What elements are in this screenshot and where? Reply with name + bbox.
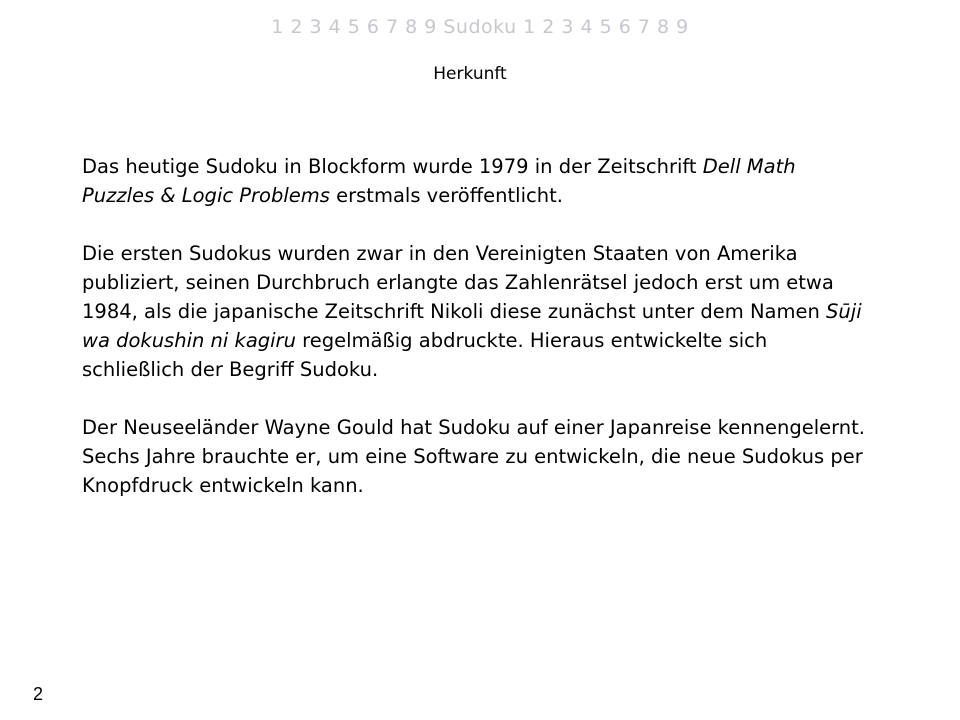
page-title: Herkunft bbox=[433, 64, 507, 84]
paragraph-wayne-gould: Der Neuseeländer Wayne Gould hat Sudoku auf einer Japanreise kennengelernt. Sechs Jahre brauchte er, um eine Software zu entwickeln, die neue Sudokus per Knopfdruck entwickeln kann. bbox=[82, 416, 865, 497]
paragraph-text: Die ersten Sudokus wurden zwar in den Vereinigten Staaten von Amerika publiziert, seinen Durchbruch erlangte das Zahlenrätsel jedoch erst um etwa 1984, als die japanische Zeitschrift Nikoli diese zunächst unter dem Namen bbox=[82, 242, 834, 323]
japanese-name: Sūji wa dokushin ni kagiru bbox=[82, 300, 862, 352]
sudoku-banner: 1 2 3 4 5 6 7 8 9 Sudoku 1 2 3 4 5 6 7 8 9 bbox=[271, 16, 689, 38]
paragraph-text: regelmäßig abdruckte. Hieraus entwickelte sich schließlich der Begriff Sudoku. bbox=[82, 329, 768, 381]
page-number: 2 bbox=[33, 684, 44, 704]
magazine-title: Dell Math Puzzles & Logic Problems bbox=[82, 155, 796, 207]
body-text bbox=[82, 152, 872, 500]
paragraph-origin-dell bbox=[82, 152, 872, 210]
paragraph-text: erstmals veröffentlicht. bbox=[329, 184, 563, 207]
paragraph-nikoli bbox=[82, 239, 872, 384]
paragraph-text: Das heutige Sudoku in Blockform wurde 1979 in der Zeitschrift bbox=[82, 155, 703, 178]
